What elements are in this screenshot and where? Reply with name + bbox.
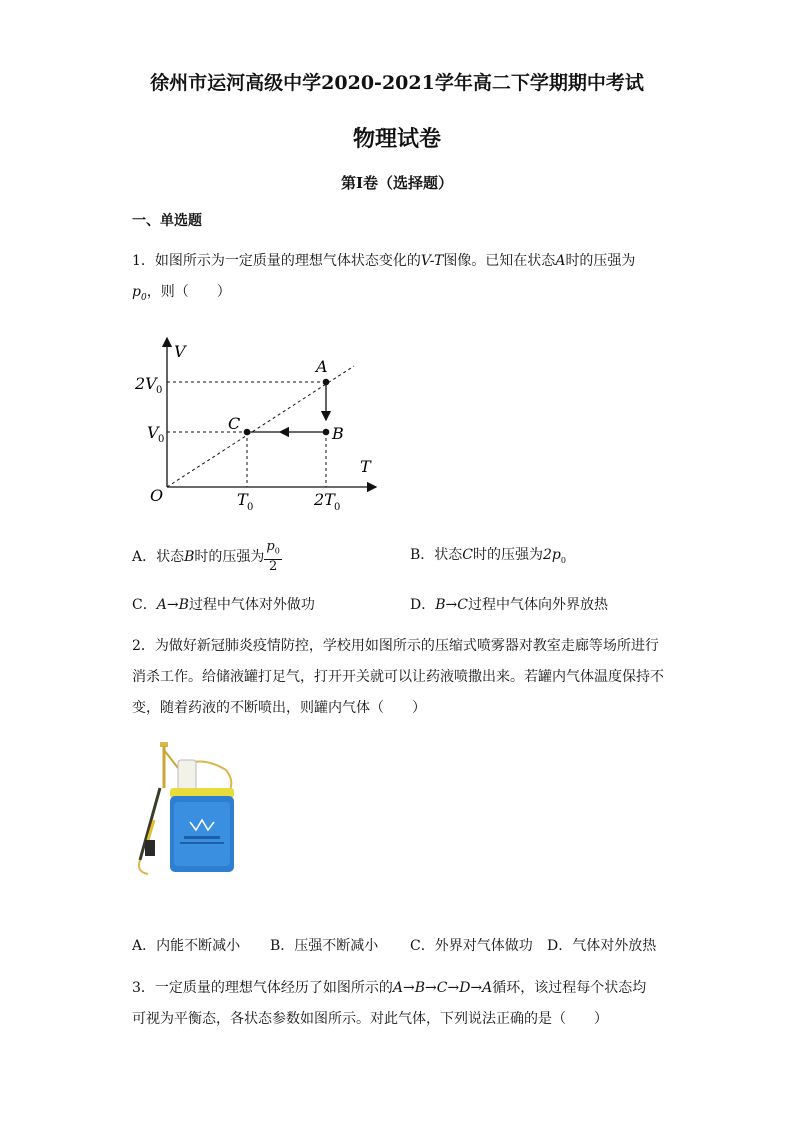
q2-option-b[interactable]: B．压强不断减小	[270, 938, 379, 954]
t-axis-label: T	[360, 457, 371, 476]
q1-option-c[interactable]: C．A→B过程中气体对外做功	[132, 597, 315, 613]
section-heading: 一、单选题	[132, 213, 202, 229]
q2-option-a[interactable]: A．内能不断减小	[132, 938, 241, 954]
vt-graph	[130, 330, 390, 520]
label-v0: V	[147, 423, 159, 442]
point-a-dot	[323, 379, 330, 386]
exam-school-title: 徐州市运河高级中学2020-2021学年高二下学期期中考试	[150, 72, 644, 94]
q2-option-c[interactable]: C．外界对气体做功	[410, 938, 533, 954]
point-c-label: C	[228, 414, 241, 433]
q1-option-a[interactable]: A．状态B时的压强为 $\frac{p_0}{2}$	[132, 539, 280, 574]
volume-title: 第I卷（选择题）	[340, 174, 454, 192]
origin-label: O	[150, 486, 164, 505]
question-3-stem: 3．一定质量的理想气体经历了如图所示的A→B→C→D→A循环，该过程每个状态均 可视为平衡态，各状态参数如图所示。对此气体，下列说法正确的是（ ）	[132, 980, 647, 1027]
point-c-dot	[244, 429, 251, 436]
label-2v0-sub: 0	[156, 385, 163, 396]
label-t0: T	[237, 490, 248, 509]
question-2-stem: 2．为做好新冠肺炎疫情防控，学校用如图所示的压缩式喷雾器对教室走廊等场所进行 消杀工作。给储液罐打足气，打开开关就可以让药液喷撒出来。若罐内气体温度保持不 变，随着药液的不断喷出，则罐内气体（ ）	[132, 638, 664, 716]
question-1-stem: 1．如图所示为一定质量的理想气体状态变化的V-T图像。已知在状态A时的压强为 $p_0$，则（ ）	[132, 253, 636, 303]
q2-option-d[interactable]: D．气体对外放热	[547, 938, 657, 954]
label-v0-sub: 0	[158, 434, 165, 445]
q1-option-d[interactable]: D．B→C过程中气体向外界放热	[410, 597, 608, 613]
label-2t0-sub: 0	[334, 502, 341, 513]
subject-title: 物理试卷	[352, 126, 441, 152]
point-b-dot	[323, 429, 330, 436]
v-axis-label: V	[174, 342, 186, 361]
q1-option-b[interactable]: B．状态C时的压强为$2p_0$	[410, 547, 566, 565]
point-a-label: A	[316, 357, 328, 376]
sprayer-image	[130, 740, 240, 880]
label-2v0: 2V	[135, 374, 157, 393]
label-t0-sub: 0	[247, 502, 254, 513]
label-2t0: 2T	[314, 490, 335, 509]
point-b-label: B	[332, 424, 344, 443]
